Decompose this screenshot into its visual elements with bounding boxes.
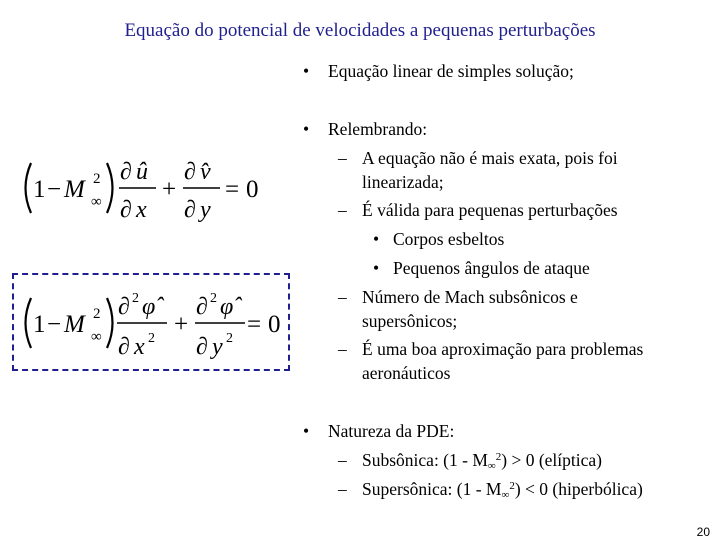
sub-bullet-1-text: A equação não é mais exata, pois foi xyxy=(362,148,618,168)
eq2-den2-exp: 2 xyxy=(226,331,233,346)
square-exponent: 2 xyxy=(509,480,515,492)
eq2-inf: ∞ xyxy=(91,329,102,345)
bullet-marker: • xyxy=(303,61,310,81)
pde-supersonic xyxy=(338,479,643,501)
eq2-phi-hat-2: φ̂ xyxy=(220,294,234,320)
eq2-den1-exp: 2 xyxy=(148,331,155,346)
eq2-partial-num1: ∂ xyxy=(118,294,130,320)
bullet-marker: • xyxy=(303,119,310,139)
right-paren xyxy=(107,163,113,213)
eq2-zero: 0 xyxy=(268,311,281,338)
eq2-partial-den1: ∂ xyxy=(118,334,130,360)
sub-bullet-2 xyxy=(338,200,618,220)
equation-first-order-svg xyxy=(14,143,264,233)
bullet-3 xyxy=(303,421,455,441)
square-exponent: 2 xyxy=(495,451,502,463)
eq1-u-hat: û xyxy=(136,159,148,185)
dash-marker: – xyxy=(338,450,347,470)
subsonic-text-pre: Subsônica: (1 - M xyxy=(362,450,488,470)
eq2-equals: = xyxy=(247,311,262,338)
pde-subsonic-text xyxy=(362,452,602,472)
eq1-x: x xyxy=(136,197,147,223)
bullet-marker: • xyxy=(303,421,310,441)
sub-bullet-4-text: É uma boa aproximação para problemas xyxy=(362,339,644,359)
eq2-minus: − xyxy=(47,311,62,338)
subsonic-text-post: ) > 0 (elíptica) xyxy=(501,450,602,470)
sub-bullet-2-text: É válida para pequenas perturbações xyxy=(362,200,618,220)
sub-bullet-1 xyxy=(338,148,618,168)
pde-subsonic xyxy=(338,450,602,472)
left-paren xyxy=(26,298,32,348)
eq2-mach: M xyxy=(64,311,85,338)
eq1-plus: + xyxy=(162,176,177,203)
sub-sub-bullet-1 xyxy=(373,229,505,249)
bullet-1 xyxy=(303,61,574,81)
equation-potential xyxy=(14,278,286,368)
eq1-one: 1 xyxy=(33,176,46,203)
dash-marker: – xyxy=(338,479,347,499)
eq2-num1-exp: 2 xyxy=(132,291,139,306)
bullet-marker: • xyxy=(373,258,380,278)
sub-bullet-1-cont: linearizada; xyxy=(362,172,444,192)
page-number: 20 xyxy=(696,525,710,539)
dash-marker: – xyxy=(338,287,347,307)
eq1-partial-num1: ∂ xyxy=(120,159,132,185)
infinity-subscript: ∞ xyxy=(501,489,510,501)
eq2-partial-den2: ∂ xyxy=(196,334,208,360)
equation-potential-svg xyxy=(14,278,286,368)
infinity-subscript: ∞ xyxy=(487,460,496,472)
eq2-x: x xyxy=(134,334,145,360)
eq2-partial-num2: ∂ xyxy=(196,294,208,320)
eq2-one: 1 xyxy=(33,311,46,338)
bullet-1-text: Equação linear de simples solução; xyxy=(328,61,574,81)
bullet-3-text: Natureza da PDE: xyxy=(328,421,455,441)
eq1-partial-num2: ∂ xyxy=(184,159,196,185)
supersonic-text-pre: Supersônica: (1 - M xyxy=(362,479,502,499)
eq2-y: y xyxy=(212,334,223,360)
left-paren xyxy=(26,163,32,213)
eq1-y: y xyxy=(200,197,211,223)
slide-title: Equação do potencial de velocidades a pequenas perturbações xyxy=(124,20,596,41)
sub-bullet-3-text: Número de Mach subsônicos e xyxy=(362,287,578,307)
bullet-2 xyxy=(303,119,428,139)
eq1-partial-den2: ∂ xyxy=(184,197,196,223)
bullet-2-text: Relembrando: xyxy=(328,119,428,139)
right-paren xyxy=(107,298,113,348)
eq1-v-hat: v̂ xyxy=(200,159,211,185)
sub-bullet-4 xyxy=(338,339,644,359)
sub-sub-bullet-2 xyxy=(373,258,590,278)
eq1-mach: M xyxy=(64,176,85,203)
sub-bullet-4-cont: aeronáuticos xyxy=(362,363,451,383)
eq2-plus: + xyxy=(174,311,189,338)
dash-marker: – xyxy=(338,339,347,359)
eq1-inf: ∞ xyxy=(91,194,102,210)
eq1-minus: − xyxy=(47,176,62,203)
bullet-marker: • xyxy=(373,229,380,249)
dash-marker: – xyxy=(338,148,347,168)
eq1-partial-den1: ∂ xyxy=(120,197,132,223)
equation-first-order xyxy=(14,143,264,233)
dash-marker: – xyxy=(338,200,347,220)
eq1-zero: 0 xyxy=(246,176,259,203)
eq2-num2-exp: 2 xyxy=(210,291,217,306)
eq1-exp: 2 xyxy=(93,171,101,187)
pde-supersonic-text xyxy=(362,481,643,501)
sub-bullet-3 xyxy=(338,287,578,307)
sub-bullet-3-cont: supersônicos; xyxy=(362,311,458,331)
eq2-phi-hat-1: φ̂ xyxy=(142,294,156,320)
eq1-equals: = xyxy=(225,176,240,203)
sub-sub-bullet-1-text: Corpos esbeltos xyxy=(393,229,505,249)
eq2-exp: 2 xyxy=(93,306,101,322)
supersonic-text-post: ) < 0 (hiperbólica) xyxy=(514,479,643,499)
sub-sub-bullet-2-text: Pequenos ângulos de ataque xyxy=(393,258,590,278)
